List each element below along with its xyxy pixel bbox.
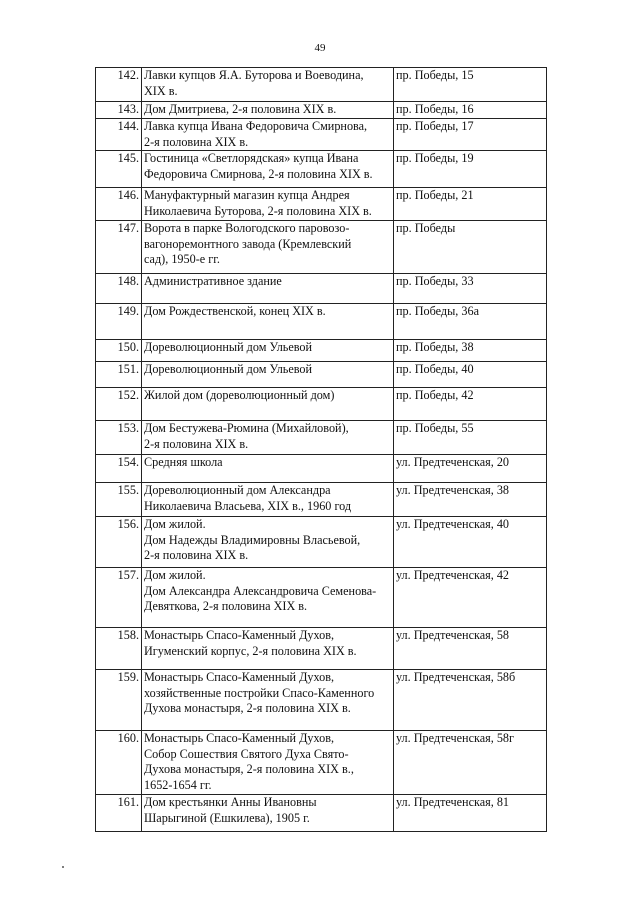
object-address: ул. Предтеченская, 38: [394, 483, 547, 517]
row-number: 156.: [96, 517, 142, 568]
row-number: 149.: [96, 304, 142, 340]
row-number: 153.: [96, 421, 142, 455]
table-row: [96, 483, 547, 517]
object-address: пр. Победы, 21: [394, 188, 547, 221]
object-name: Мануфактурный магазин купца Андрея Николаевича Буторова, 2-я половина XIX в.: [142, 188, 394, 221]
row-number: 144.: [96, 119, 142, 151]
row-number: 148.: [96, 274, 142, 304]
object-address: пр. Победы, 15: [394, 68, 547, 102]
table-row: [96, 517, 547, 568]
object-address: пр. Победы, 38: [394, 340, 547, 362]
row-number: 146.: [96, 188, 142, 221]
table-row: [96, 304, 547, 340]
row-number: 150.: [96, 340, 142, 362]
object-name: Административное здание: [142, 274, 394, 304]
row-number: 143.: [96, 102, 142, 119]
table-row: [96, 340, 547, 362]
row-number: 161.: [96, 795, 142, 832]
object-name: Дом жилой. Дом Александра Александровича Семенова- Девяткова, 2-я половина XIX в.: [142, 568, 394, 628]
object-address: ул. Предтеченская, 42: [394, 568, 547, 628]
object-address: пр. Победы: [394, 221, 547, 274]
table-row: [96, 188, 547, 221]
object-name: Дореволюционный дом Александра Николаевича Власьева, XIX в., 1960 год: [142, 483, 394, 517]
table-row: [96, 274, 547, 304]
object-name: Дом Дмитриева, 2-я половина XIX в.: [142, 102, 394, 119]
object-name: Дореволюционный дом Ульевой: [142, 362, 394, 388]
scan-speck: [62, 866, 64, 868]
object-name: Монастырь Спасо-Каменный Духов, хозяйственные постройки Спасо-Каменного Духова монастыря, 2-я половина XIX в.: [142, 670, 394, 731]
object-name: Жилой дом (дореволюционный дом): [142, 388, 394, 421]
row-number: 160.: [96, 731, 142, 795]
object-name: Дом Рождественской, конец XIX в.: [142, 304, 394, 340]
table-row: [96, 151, 547, 188]
row-number: 155.: [96, 483, 142, 517]
object-name: Дом крестьянки Анны Ивановны Шарыгиной (Ешкилева), 1905 г.: [142, 795, 394, 832]
row-number: 151.: [96, 362, 142, 388]
object-address: пр. Победы, 42: [394, 388, 547, 421]
object-address: ул. Предтеченская, 58г: [394, 731, 547, 795]
table-row: [96, 795, 547, 832]
object-address: пр. Победы, 19: [394, 151, 547, 188]
table-row: [96, 362, 547, 388]
row-number: 158.: [96, 628, 142, 670]
row-number: 142.: [96, 68, 142, 102]
table-row: [96, 68, 547, 102]
object-address: ул. Предтеченская, 58б: [394, 670, 547, 731]
object-address: ул. Предтеченская, 20: [394, 455, 547, 483]
object-name: Гостиница «Светлорядская» купца Ивана Федоровича Смирнова, 2-я половина XIX в.: [142, 151, 394, 188]
object-name: Средняя школа: [142, 455, 394, 483]
table-row: [96, 388, 547, 421]
object-address: ул. Предтеченская, 40: [394, 517, 547, 568]
heritage-objects-table: [95, 67, 547, 832]
object-address: пр. Победы, 16: [394, 102, 547, 119]
object-name: Монастырь Спасо-Каменный Духов, Собор Сошествия Святого Духа Свято- Духова монастыря, 2-я половина XIX в., 1652-1654 гг.: [142, 731, 394, 795]
row-number: 152.: [96, 388, 142, 421]
page-number: 49: [314, 42, 326, 54]
row-number: 157.: [96, 568, 142, 628]
table-row: [96, 119, 547, 151]
table-row: [96, 568, 547, 628]
object-name: Дом жилой. Дом Надежды Владимировны Власьевой, 2-я половина XIX в.: [142, 517, 394, 568]
object-name: Лавки купцов Я.А. Буторова и Воеводина, XIX в.: [142, 68, 394, 102]
object-name: Монастырь Спасо-Каменный Духов, Игуменский корпус, 2-я половина XIX в.: [142, 628, 394, 670]
object-name: Дореволюционный дом Ульевой: [142, 340, 394, 362]
object-name: Дом Бестужева-Рюмина (Михайловой), 2-я половина XIX в.: [142, 421, 394, 455]
row-number: 159.: [96, 670, 142, 731]
object-address: пр. Победы, 55: [394, 421, 547, 455]
object-name: Ворота в парке Вологодского паровозо- вагоноремонтного завода (Кремлевский сад), 1950-е гг.: [142, 221, 394, 274]
table-row: [96, 455, 547, 483]
row-number: 145.: [96, 151, 142, 188]
object-address: пр. Победы, 33: [394, 274, 547, 304]
object-address: пр. Победы, 40: [394, 362, 547, 388]
table-row: [96, 731, 547, 795]
row-number: 154.: [96, 455, 142, 483]
object-address: пр. Победы, 36а: [394, 304, 547, 340]
table-row: [96, 628, 547, 670]
object-name: Лавка купца Ивана Федоровича Смирнова, 2-я половина XIX в.: [142, 119, 394, 151]
table-row: [96, 221, 547, 274]
object-address: ул. Предтеченская, 58: [394, 628, 547, 670]
table-row: [96, 670, 547, 731]
table-row: [96, 421, 547, 455]
object-address: ул. Предтеченская, 81: [394, 795, 547, 832]
object-address: пр. Победы, 17: [394, 119, 547, 151]
table-row: [96, 102, 547, 119]
row-number: 147.: [96, 221, 142, 274]
